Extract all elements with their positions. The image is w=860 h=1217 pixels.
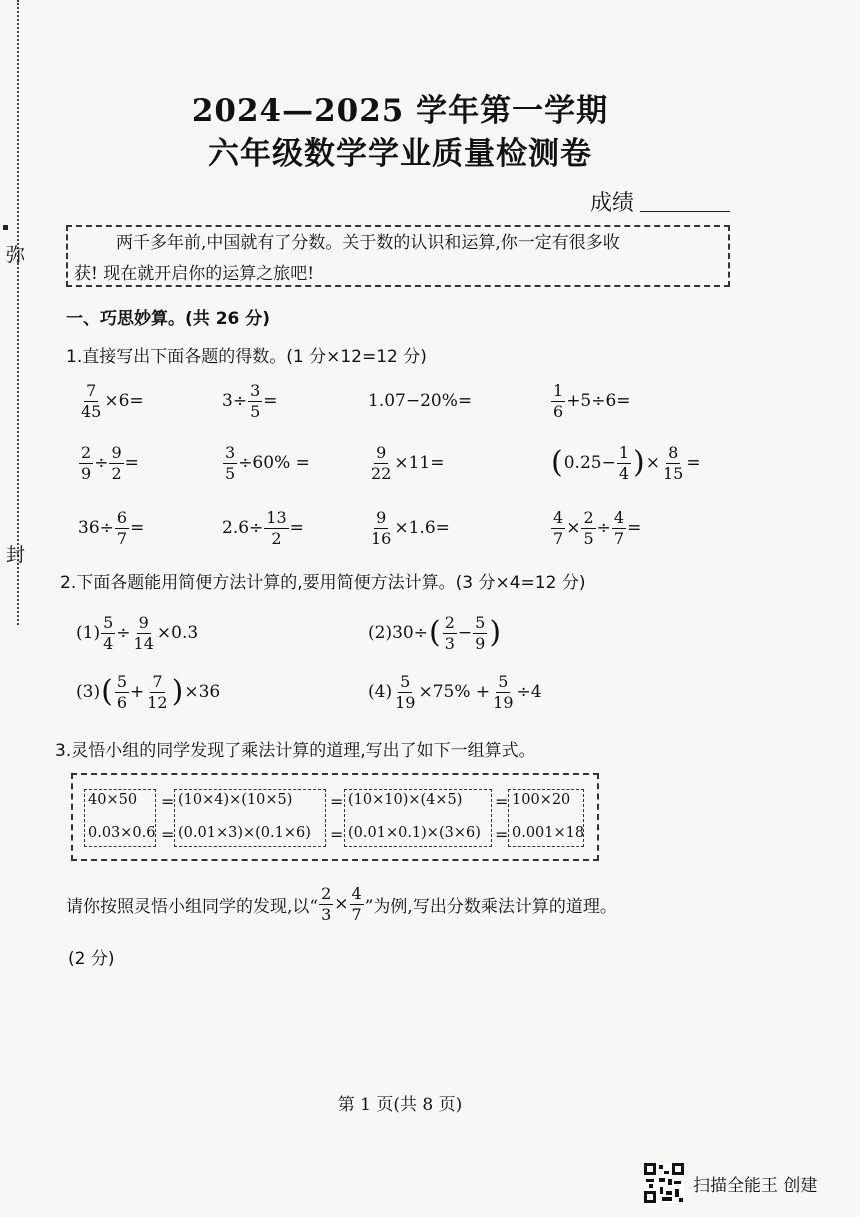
left-paren: ( — [551, 445, 563, 480]
q3-r1-c1: 40×50 — [88, 792, 138, 808]
denominator: 2 — [111, 463, 122, 483]
left-paren: ( — [101, 674, 113, 709]
numerator: 5 — [116, 671, 127, 691]
denominator: 6 — [553, 401, 564, 421]
fraction — [491, 671, 515, 712]
fraction — [132, 612, 156, 653]
numerator: 9 — [111, 442, 122, 462]
denominator: 22 — [371, 463, 392, 483]
numerator: 1 — [553, 380, 564, 400]
fraction — [145, 671, 169, 712]
denominator: 12 — [147, 692, 168, 712]
q2-item — [368, 667, 542, 717]
right-paren: ) — [633, 445, 645, 480]
denominator: 45 — [81, 401, 102, 421]
fraction — [473, 612, 487, 653]
numerator: 9 — [138, 612, 149, 632]
right-paren: ) — [489, 615, 502, 650]
expr-text: ÷4 — [516, 682, 542, 702]
fraction — [264, 507, 288, 548]
fraction — [443, 612, 457, 653]
numerator: 9 — [376, 442, 387, 462]
expr-text: ×0.3 — [156, 623, 199, 643]
fraction — [223, 442, 237, 483]
numerator: 9 — [376, 507, 387, 527]
margin-mark — [3, 225, 8, 230]
expr-text: ×75% + — [418, 682, 491, 702]
numerator: 7 — [86, 380, 97, 400]
q3-points: (2 分) — [68, 949, 115, 969]
denominator: 3 — [444, 633, 455, 653]
q1-item — [368, 440, 444, 486]
qr-code-icon — [644, 1163, 684, 1203]
q2-item — [76, 608, 198, 658]
expr-text: = — [130, 518, 145, 538]
fraction — [115, 671, 129, 712]
fraction — [248, 380, 262, 421]
fraction — [551, 380, 565, 421]
denominator: 9 — [81, 463, 92, 483]
q2-item — [368, 608, 502, 658]
denominator: 5 — [225, 463, 236, 483]
q3-r1-c4: 100×20 — [512, 792, 571, 808]
section1-title: 一、巧思妙算。(共 26 分) — [66, 309, 271, 329]
numerator: 5 — [498, 671, 509, 691]
numerator: 4 — [553, 507, 564, 527]
fraction — [612, 507, 626, 548]
q3-eq: = — [161, 792, 175, 811]
denominator: 4 — [103, 633, 114, 653]
fraction — [369, 442, 393, 483]
expr-text: = — [289, 518, 304, 538]
expr-text: = — [627, 518, 642, 538]
fraction — [369, 507, 393, 548]
q3-r2-c3: (0.01×0.1)×(3×6) — [348, 825, 481, 841]
q1-item — [368, 378, 472, 424]
denominator: 14 — [133, 633, 154, 653]
expr-text: 3÷ — [222, 391, 248, 411]
denominator: 4 — [618, 463, 630, 483]
q3-r1-c2: (10×4)×(10×5) — [178, 792, 293, 808]
q1-item — [368, 505, 450, 551]
scanner-watermark: 扫描全能王 创建 — [693, 1176, 818, 1196]
q1-item — [222, 378, 278, 424]
score-label: 成绩 — [590, 191, 635, 216]
margin-char-top: 弥 — [6, 244, 26, 266]
numerator: 2 — [444, 612, 455, 632]
denominator: 2 — [271, 528, 282, 548]
fraction — [109, 442, 123, 483]
numerator: 5 — [400, 671, 411, 691]
q2-title: 2.下面各题能用简便方法计算的,要用简便方法计算。(3 分×4=12 分) — [60, 573, 586, 593]
expr-text: 1.07−20%= — [368, 391, 473, 411]
q3-title: 3.灵悟小组的同学发现了乘法计算的道理,写出了如下一组算式。 — [55, 741, 536, 761]
expr-text: 0.25− — [563, 453, 616, 473]
expr-text: ÷ — [94, 453, 109, 473]
denominator: 15 — [662, 463, 684, 483]
numerator: 3 — [225, 442, 236, 462]
numerator: 6 — [116, 507, 128, 527]
q3-r2-c4: 0.001×18 — [512, 825, 585, 841]
expr-text: × — [566, 518, 581, 538]
denominator: 19 — [493, 692, 514, 712]
denominator: 6 — [116, 692, 127, 712]
q2-item-label: (4) — [368, 682, 393, 702]
q1-item — [222, 505, 304, 551]
fraction — [101, 612, 115, 653]
numerator: 8 — [668, 442, 679, 462]
page-number: 第 1 页(共 8 页) — [337, 1095, 463, 1115]
q1-item — [222, 440, 310, 486]
expr-text: +5÷6= — [566, 391, 631, 411]
expr-text: = — [263, 391, 278, 411]
expr-text: = — [686, 453, 701, 473]
q1-title: 1.直接写出下面各题的得数。(1 分×12=12 分) — [66, 347, 427, 367]
q1-item — [550, 440, 701, 486]
q1-item — [550, 378, 631, 424]
q1-item — [78, 378, 144, 424]
q1-item — [550, 505, 641, 551]
denominator: 5 — [583, 528, 594, 548]
fraction — [115, 507, 129, 548]
fraction — [79, 380, 103, 421]
numerator: 7 — [152, 671, 163, 691]
denominator: 7 — [553, 528, 564, 548]
q3-prompt-op: × — [334, 894, 349, 914]
q3-eq: = — [495, 825, 509, 844]
fraction — [79, 442, 93, 483]
intro-line2: 获! 现在就开启你的运算之旅吧! — [74, 264, 315, 284]
expr-text: ÷ — [596, 518, 611, 538]
q3-eq: = — [330, 825, 344, 844]
fraction — [551, 507, 565, 548]
expr-text: ÷60% = — [238, 453, 310, 473]
left-paren: ( — [428, 615, 441, 650]
expr-text: ×6= — [104, 391, 144, 411]
exam-title-line2: 六年级数学学业质量检测卷 — [208, 136, 592, 172]
q3-prompt-frac1 — [319, 883, 333, 924]
denominator: 9 — [475, 633, 486, 653]
q3-eq: = — [161, 825, 175, 844]
fraction — [581, 507, 595, 548]
q2-item-label: (2)30÷ — [368, 623, 428, 643]
q3-r2-c1: 0.03×0.6 — [88, 825, 156, 841]
fraction — [617, 442, 631, 483]
intro-line1: 两千多年前,中国就有了分数。关于数的认识和运算,你一定有很多收 — [116, 233, 620, 253]
q3-prompt-post: ”为例,写出分数乘法计算的道理。 — [364, 896, 617, 917]
score-blank[interactable] — [640, 211, 730, 212]
q3-prompt — [66, 880, 617, 928]
expr-text: 2.6÷ — [222, 518, 264, 538]
q3-r1-c3: (10×10)×(4×5) — [348, 792, 463, 808]
denominator: 5 — [250, 401, 261, 421]
right-paren: ) — [171, 674, 184, 709]
q3-r2-c2: (0.01×3)×(0.1×6) — [178, 825, 311, 841]
q3-prompt-pre: 请你按照灵悟小组同学的发现,以“ — [66, 896, 319, 917]
expr-text: ×1.6= — [394, 518, 450, 538]
q2-item — [76, 667, 220, 717]
expr-text: − — [457, 623, 473, 643]
q3-prompt-frac2 — [350, 883, 364, 924]
denominator: 19 — [395, 692, 416, 712]
numerator: 5 — [475, 612, 486, 632]
numerator: 3 — [250, 380, 261, 400]
fraction — [393, 671, 417, 712]
q2-item-label: (3) — [76, 682, 101, 702]
expr-text: 36÷ — [78, 518, 114, 538]
q1-item — [78, 440, 139, 486]
margin-char-bottom: 封 — [6, 544, 26, 566]
fraction — [661, 442, 685, 483]
q1-item — [78, 505, 144, 551]
expr-text: ×11= — [394, 453, 445, 473]
numerator: 5 — [103, 612, 114, 632]
denominator: 7 — [613, 528, 625, 548]
q3-eq: = — [495, 792, 509, 811]
q2-item-label: (1) — [76, 623, 101, 643]
denominator: 7 — [116, 528, 128, 548]
numerator: 4 — [351, 883, 362, 903]
expr-text: × — [645, 453, 660, 473]
numerator: 2 — [321, 883, 332, 903]
numerator: 2 — [81, 442, 92, 462]
numerator: 2 — [583, 507, 594, 527]
q3-eq: = — [330, 792, 344, 811]
expr-text: ÷ — [116, 623, 131, 643]
numerator: 4 — [613, 507, 625, 527]
expr-text: = — [124, 453, 139, 473]
expr-text: + — [130, 682, 145, 702]
expr-text: ×36 — [184, 682, 221, 702]
numerator: 1 — [618, 442, 630, 462]
denominator: 7 — [351, 904, 362, 924]
denominator: 16 — [371, 528, 392, 548]
numerator: 13 — [266, 507, 287, 527]
denominator: 3 — [321, 904, 332, 924]
exam-title-line1: 2024—2025 学年第一学期 — [191, 93, 609, 129]
